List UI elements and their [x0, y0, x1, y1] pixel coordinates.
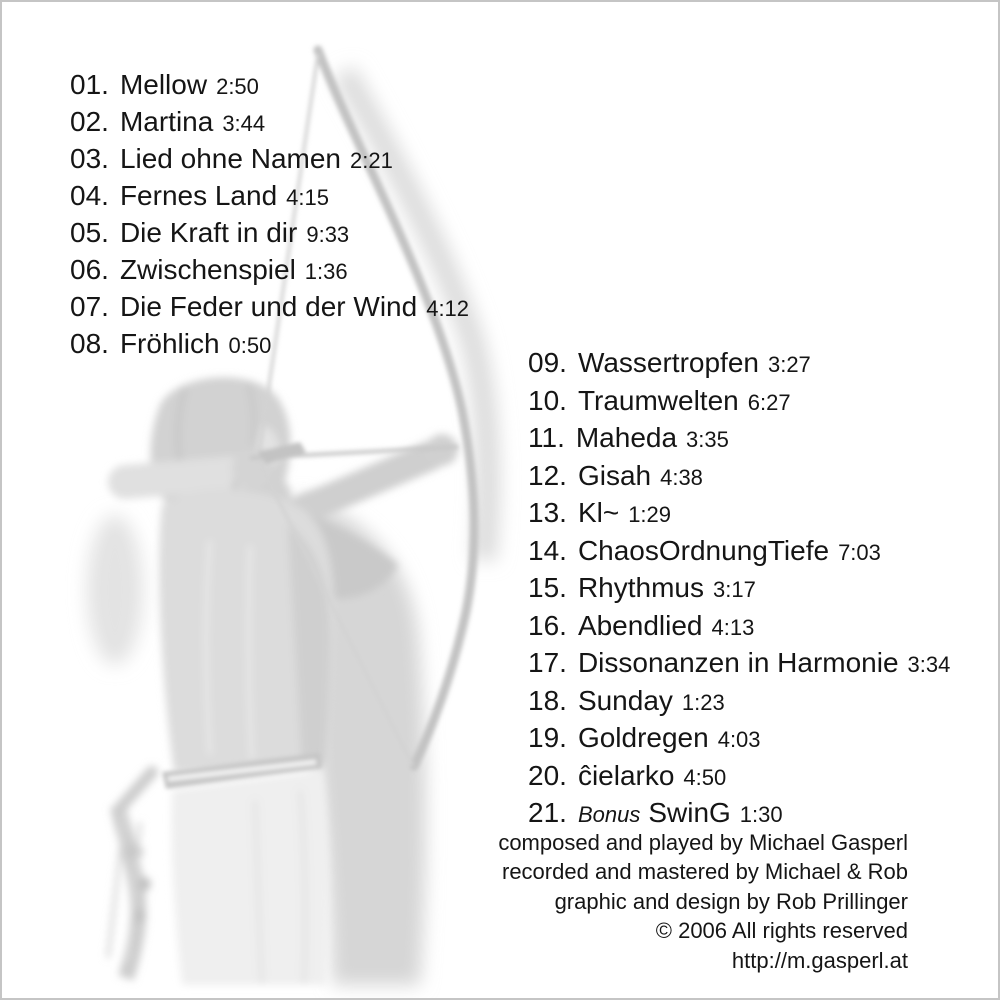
track-item-bonus [528, 795, 950, 833]
credit-url: http://m.gasperl.at [731, 947, 908, 973]
track-number: 07. [70, 291, 109, 322]
track-duration: 3:44 [222, 111, 266, 136]
track-number: 20. [528, 759, 567, 791]
shirt-fold [249, 545, 252, 760]
track-duration: 4:15 [286, 185, 329, 210]
track-duration: 3:35 [686, 427, 729, 452]
track-number: 06. [70, 254, 109, 285]
track-duration: 2:21 [349, 148, 393, 173]
track-duration: 6:27 [747, 389, 791, 415]
track-item [70, 178, 469, 215]
track-number: 10. [528, 384, 567, 416]
track-number: 21. [528, 797, 567, 828]
track-number: 08. [70, 328, 109, 359]
track-item [528, 608, 950, 646]
track-number: 18. [528, 684, 567, 716]
quiver-strap [120, 772, 152, 808]
track-duration: 1:23 [681, 689, 725, 715]
tracklist-right [528, 345, 950, 833]
track-number: 11. [528, 422, 565, 453]
credit-copyright: © 2006 All rights reserved [655, 918, 908, 944]
credit-recorded: recorded and mastered by Michael & Rob [502, 859, 908, 885]
track-duration: 1:29 [628, 502, 672, 527]
track-duration: 4:50 [683, 764, 727, 790]
track-item [528, 383, 950, 421]
track-duration: 4:03 [717, 727, 761, 752]
track-title: ChaosOrdnungTiefe [577, 534, 830, 566]
track-duration: 0:50 [228, 333, 272, 358]
track-title: Die Kraft in dir [119, 217, 298, 248]
track-number: 14. [528, 534, 567, 566]
track-item [528, 458, 950, 496]
track-number: 13. [528, 497, 567, 528]
track-item [70, 141, 469, 178]
track-duration: 4:38 [660, 464, 703, 490]
track-title: Gisah [577, 459, 652, 491]
track-duration: 3:17 [712, 577, 756, 602]
track-title: Lied ohne Namen [119, 143, 341, 174]
quiver-knot [137, 877, 151, 891]
credit-graphic: graphic and design by Rob Prillinger [554, 888, 908, 914]
track-item [528, 758, 950, 796]
track-item [528, 570, 950, 608]
track-duration: 3:27 [767, 352, 811, 377]
track-item [528, 533, 950, 571]
track-title: ĉielarko [577, 759, 675, 791]
track-title: Kl~ [577, 497, 620, 528]
track-item [70, 289, 469, 326]
track-title: Maheda [575, 422, 678, 453]
credits [498, 828, 908, 975]
track-title: Die Feder und der Wind [119, 291, 418, 322]
quiver-arrow [108, 812, 125, 958]
track-number: 17. [528, 647, 567, 678]
track-number: 15. [528, 572, 567, 603]
track-title: Dissonanzen in Harmonie [577, 647, 899, 678]
track-title: Martina [119, 106, 214, 137]
track-number: 19. [528, 722, 567, 753]
track-duration: 3:34 [907, 652, 951, 677]
track-duration: 4:12 [426, 296, 470, 321]
track-title: SwinG [648, 797, 731, 828]
track-item [70, 326, 469, 363]
track-number: 16. [528, 609, 567, 641]
track-title: Abendlied [577, 609, 703, 641]
draw-arm [125, 473, 235, 482]
track-duration: 1:30 [739, 802, 783, 827]
credit-composed: composed and played by Michael Gasperl [498, 830, 908, 855]
track-duration: 7:03 [838, 539, 881, 565]
track-title: Mellow [119, 69, 208, 100]
track-duration: 9:33 [306, 222, 350, 247]
track-title: Wassertropfen [577, 347, 759, 378]
bow-arm [298, 455, 432, 512]
track-item [70, 215, 469, 252]
track-item [70, 67, 469, 104]
elbow-shadow [87, 515, 143, 665]
track-number: 05. [70, 217, 109, 248]
track-duration: 1:36 [304, 259, 348, 284]
track-duration: 2:50 [216, 74, 259, 99]
track-number: 09. [528, 347, 567, 378]
tracklist-left [70, 67, 469, 363]
track-item [528, 683, 950, 721]
track-number: 02. [70, 106, 109, 137]
track-item [528, 420, 950, 458]
track-title: Rhythmus [577, 572, 704, 603]
track-item [528, 345, 950, 383]
track-duration: 4:13 [711, 614, 755, 640]
track-number: 04. [70, 180, 109, 211]
track-title: Fernes Land [119, 180, 278, 211]
track-title: Fröhlich [119, 328, 220, 359]
track-item [528, 645, 950, 683]
track-number: 12. [528, 459, 567, 491]
track-item [528, 720, 950, 758]
track-number: 01. [70, 69, 109, 100]
track-item [528, 495, 950, 533]
track-title: Goldregen [577, 722, 709, 753]
track-title: Traumwelten [577, 384, 739, 416]
track-item [70, 252, 469, 289]
track-item [70, 104, 469, 141]
track-title: Zwischenspiel [119, 254, 296, 285]
track-title: Sunday [577, 684, 673, 716]
track-number: 03. [70, 143, 109, 174]
track-bonus-label: Bonus [577, 802, 641, 827]
